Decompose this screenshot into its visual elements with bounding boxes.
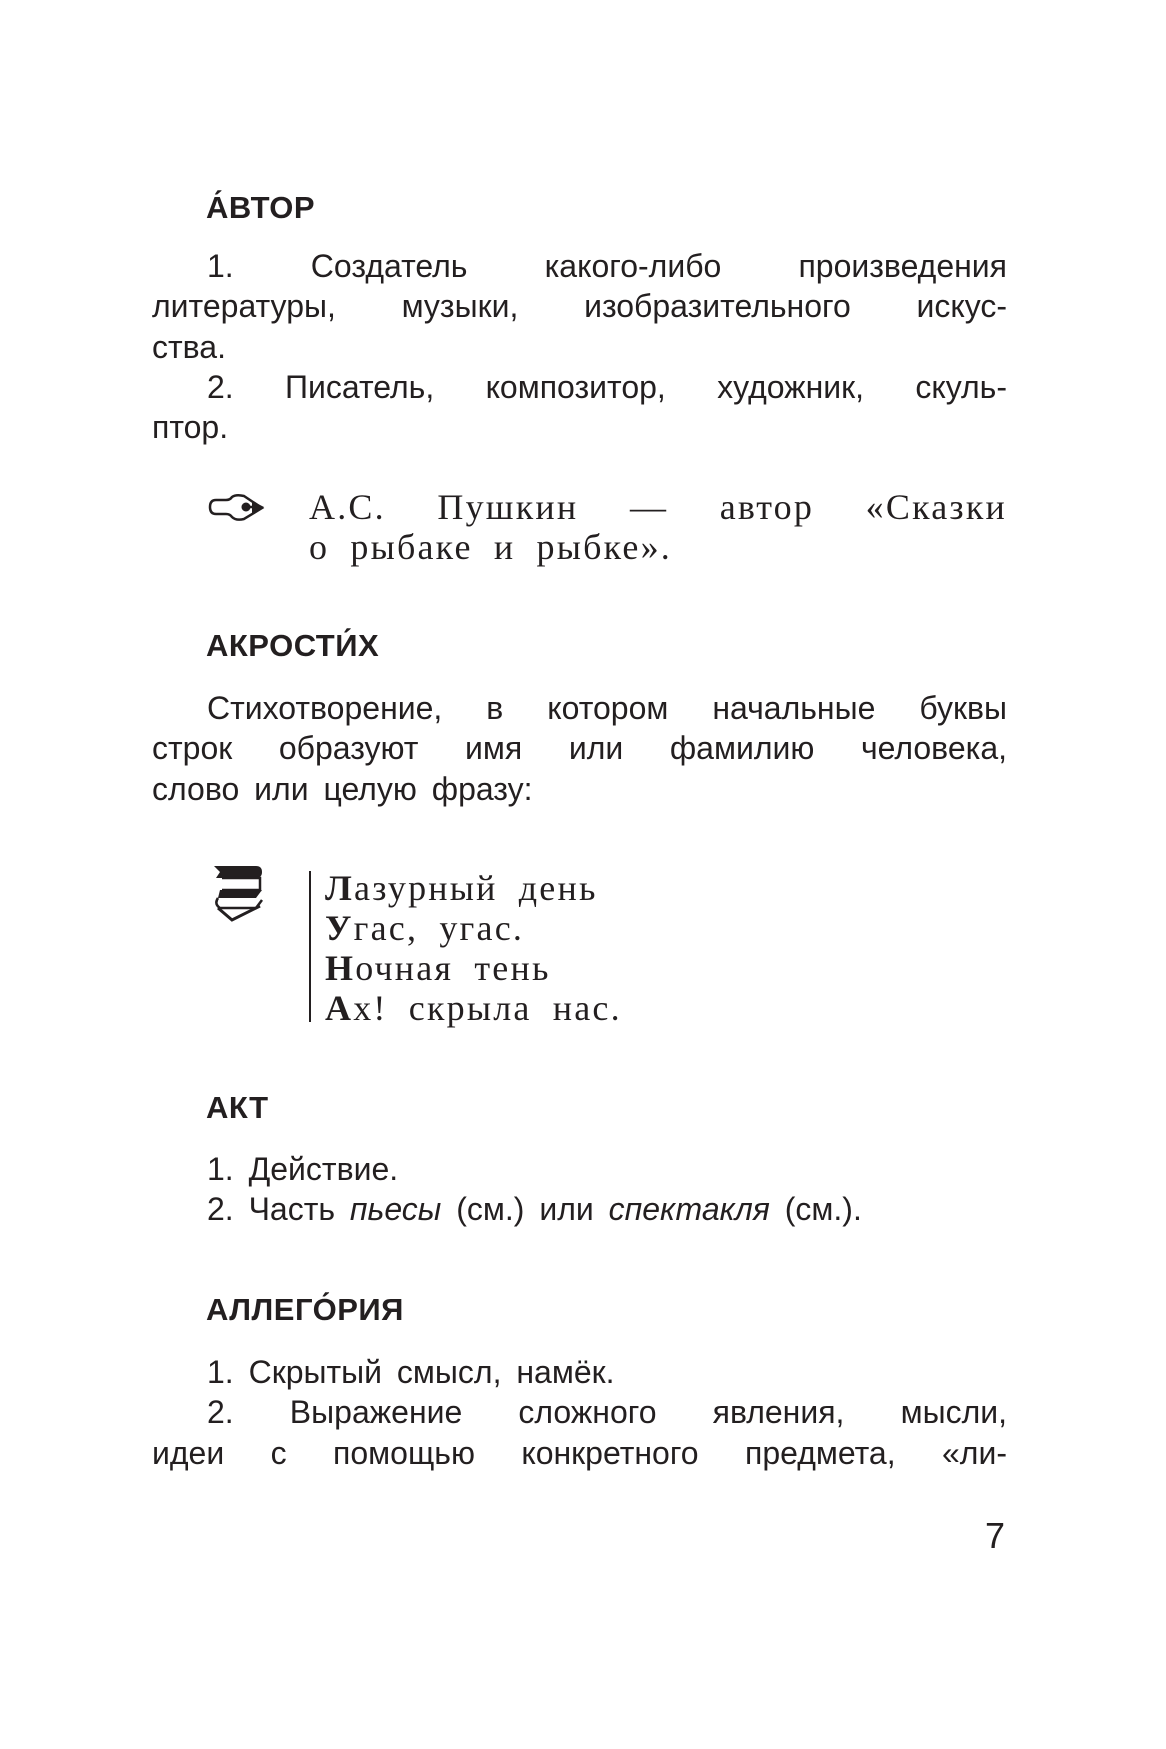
example-line: А.С. Пушкин — автор «Сказки: [309, 487, 1007, 527]
cross-reference: пьесы: [349, 1191, 442, 1228]
text-line: ства.: [152, 328, 226, 365]
text: (см.) или: [441, 1191, 609, 1228]
acrostic-letter: У: [325, 908, 354, 948]
text-line: 1. Действие.: [207, 1151, 399, 1187]
text-line: 2. Выражение сложного явления, мысли,: [207, 1394, 1007, 1431]
text-line: [152, 1189, 1007, 1229]
entry-heading-allegoriya: АЛЛЕГО́РИЯ: [206, 1292, 404, 1327]
books-icon: [212, 862, 268, 922]
poem-line-text: х! скрыла нас.: [353, 988, 622, 1028]
acrostic-letter: Н: [325, 948, 356, 988]
entry-heading-akt: АКТ: [206, 1090, 269, 1125]
text-line: 1. Создатель какого-либо произведения: [207, 248, 1007, 284]
definition-avtor: [152, 246, 1007, 447]
text: (см.).: [769, 1191, 862, 1228]
text-line: Стихотворение, в котором начальные буквы: [207, 690, 1007, 726]
example-avtor: [309, 487, 1007, 568]
page-number: 7: [985, 1515, 1006, 1556]
poem-line-text: очная тень: [355, 948, 551, 988]
acrostic-letter: Л: [325, 868, 355, 908]
acrostic-poem: [309, 868, 622, 1028]
definition-allegoriya: [152, 1352, 1007, 1473]
poem-line-text: азурный день: [354, 868, 598, 908]
poem-line: [325, 908, 622, 948]
definition-akrostikh: [152, 688, 1007, 809]
example-line: о рыбаке и рыбке».: [309, 527, 672, 568]
text-line: 2. Писатель, композитор, художник, скуль-: [207, 368, 1007, 405]
cross-reference: спектакля: [608, 1191, 770, 1228]
text-line: литературы, музыки, изобразительного искус-: [152, 288, 1007, 325]
pen-nib-icon: [208, 492, 270, 522]
acrostic-letter: А: [325, 988, 354, 1028]
text-line: слово или целую фразу:: [152, 770, 533, 807]
poem-line-text: гас, угас.: [353, 908, 525, 948]
text-line: 1. Скрытый смысл, намёк.: [207, 1354, 615, 1390]
text-line: птор.: [152, 409, 229, 446]
entry-heading-akrostikh: АКРОСТИ́Х: [206, 628, 380, 663]
definition-akt: [152, 1149, 1007, 1230]
poem-line: [325, 948, 622, 988]
poem-line: [325, 988, 622, 1028]
entry-heading-avtor: А́ВТОР: [206, 190, 316, 225]
text: 2. Часть: [207, 1191, 350, 1228]
text-line: идеи с помощью конкретного предмета, «ли-: [152, 1434, 1007, 1471]
text-line: строк образуют имя или фамилию человека,: [152, 730, 1007, 767]
poem-line: [325, 868, 622, 908]
